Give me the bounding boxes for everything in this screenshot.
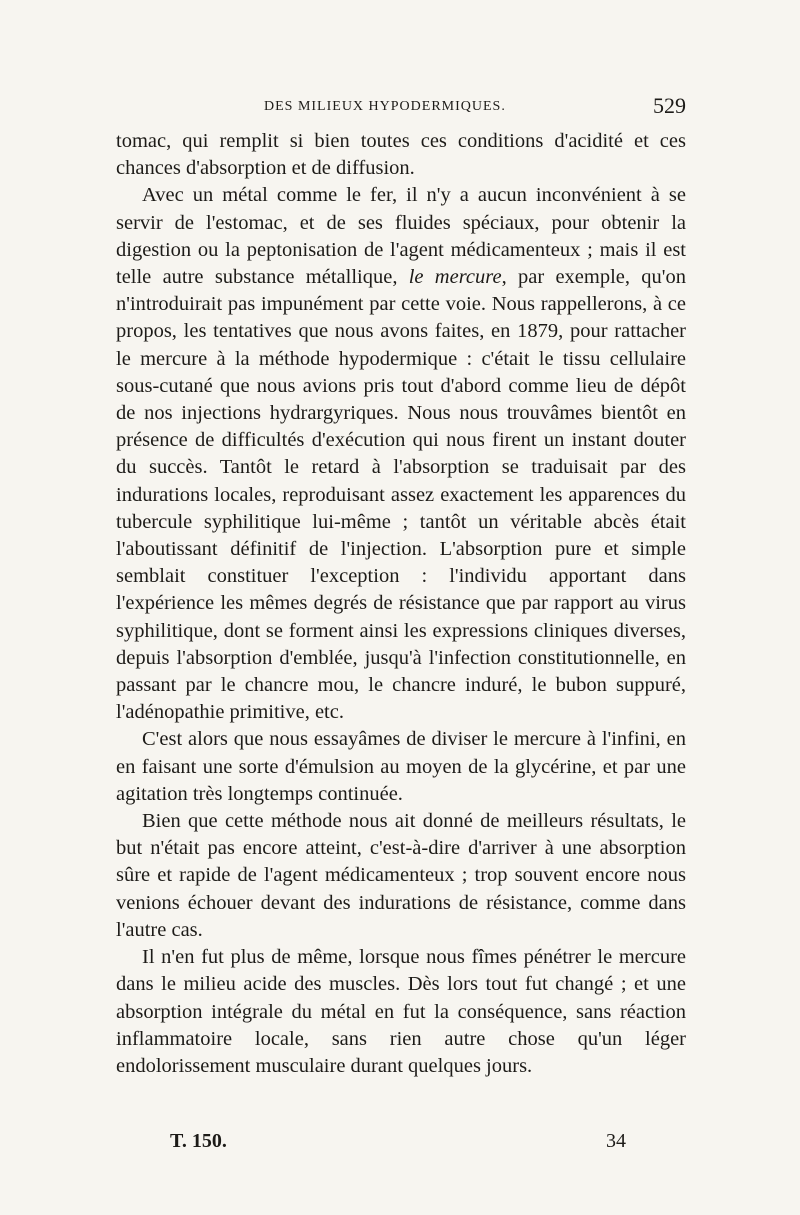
paragraph-2 [116, 182, 686, 726]
paragraph-4: Bien que cette méthode nous ait donné de meilleurs résultats, le but n'était pas encore atteint, c'est-à-dire d'arriver à une absorption sûre et rapide de l'agent médicamenteux ; trop souvent encore nous venions échouer devant des indurations de résistance, comme dans l'autre cas. [116, 810, 686, 941]
sheet-number: 34 [606, 1130, 626, 1152]
paragraph-1: tomac, qui remplit si bien toutes ces conditions d'acidité et ces chances d'absorption et de diffusion. [116, 130, 686, 180]
paragraph-2-part-b: , par exemple, qu'on n'introduirait pas impunément par cette voie. Nous rappellerons, à ce propos, les tentatives que nous avons faites, en 1879, pour rattacher le mercure à la méthode hypodermique : c'était le tissu cellulaire sous-cutané que nous avions pris tout d'abord comme lieu de dépôt de nos injections hydrargyriques. Nous nous trouvâmes bientôt en présence de difficultés d'exécution qui nous firent un instant douter du succès. Tantôt le retard à l'absorption se traduisait par des indurations locales, reproduisant assez exactement les apparences du tubercule syphilitique lui-même ; tantôt un véritable abcès était l'aboutissant définitif de l'injection. L'absorption pure et simple semblait constituer l'exception : l'individu apportant dans l'expérience les mêmes degrés de résistance que par rapport au virus syphilitique, dont se forment ainsi les expressions cliniques diverses, depuis l'absorption d'emblée, jusqu'à l'infection constitutionnelle, en passant par le chancre mou, le chancre induré, le bubon suppuré, l'adénopathie primitive, etc. [116, 266, 686, 724]
paragraph-2-emphasis: le mercure [408, 266, 502, 289]
running-head [116, 93, 686, 123]
paragraph-3: C'est alors que nous essayâmes de diviser le mercure à l'infini, en en faisant une sorte d'émulsion au moyen de la glycérine, et par une agitation très longtemps continuée. [116, 728, 686, 805]
page-footer [116, 1130, 686, 1160]
paragraph-2-part-a: Avec un métal comme le fer, il n'y a aucun inconvénient à se servir de l'estomac, et de ses fluides spéciaux, pour obtenir la digestion ou la peptonisation de l'agent médicamenteux ; mais il est telle autre substance métallique, [116, 184, 686, 289]
paragraph-5: Il n'en fut plus de même, lorsque nous fîmes pénétrer le mercure dans le milieu acide des muscles. Dès lors tout fut changé ; et une absorption intégrale du métal en fut la conséquence, sans réaction inflammatoire locale, sans rien autre chose qu'un léger endolorissement musculaire durant quelques jours. [116, 946, 686, 1077]
page-number: 529 [653, 93, 686, 118]
body-text [116, 128, 686, 1080]
signature-mark: T. 150. [170, 1130, 227, 1152]
running-title: DES MILIEUX HYPODERMIQUES. [264, 99, 506, 114]
